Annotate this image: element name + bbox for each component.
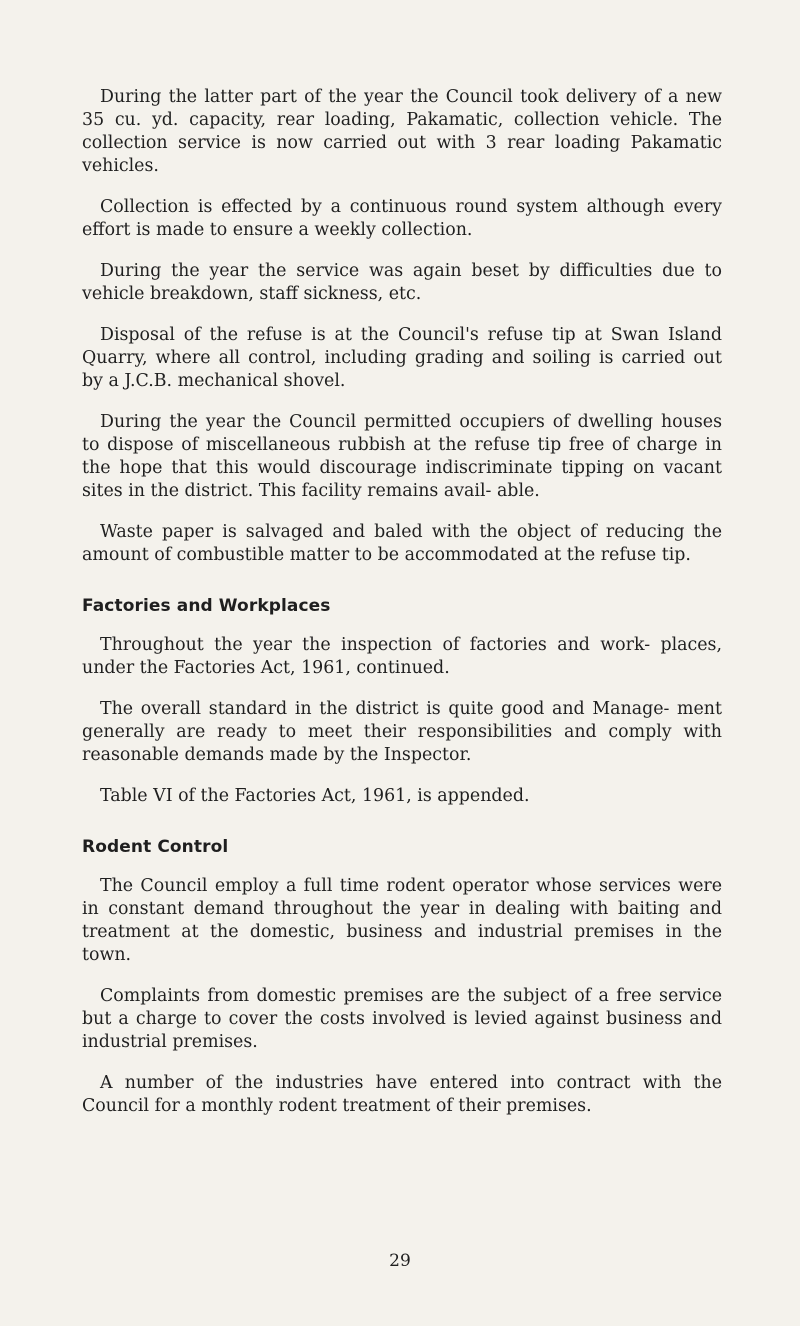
paragraph-refuse-3: During the year the service was again beset by difficulties due to vehicle breakdown, staff sickness, etc.	[82, 261, 722, 304]
paragraph-rodent-3: A number of the industries have entered into contract with the Council for a monthly rodent treatment of their premises.	[82, 1073, 722, 1116]
paragraph-rodent-2: Complaints from domestic premises are the subject of a free service but a charge to cover the costs involved is levied against business and industrial premises.	[82, 986, 722, 1052]
paragraph-refuse-6: Waste paper is salvaged and baled with the object of reducing the amount of combustible matter to be accommodated at the refuse tip.	[82, 522, 722, 565]
paragraph-refuse-2: Collection is effected by a continuous round system although every effort is made to ensure a weekly collection.	[82, 197, 722, 240]
paragraph-refuse-5: During the year the Council permitted occupiers of dwelling houses to dispose of miscellaneous rubbish at the refuse tip free of charge in the hope that this would discourage indiscriminate tipping on vacant sites in the district. This facility remains avail- able.	[82, 412, 722, 501]
paragraph-factories-2: The overall standard in the district is quite good and Manage- ment generally are ready to meet their responsibilities and comply with reasonable demands made by the Inspector.	[82, 699, 722, 765]
paragraph-rodent-1: The Council employ a full time rodent operator whose services were in constant demand throughout the year in dealing with baiting and treatment at the domestic, business and industrial premises in the town.	[82, 876, 722, 965]
paragraph-refuse-4: Disposal of the refuse is at the Council's refuse tip at Swan Island Quarry, where all control, including grading and soiling is carried out by a J.C.B. mechanical shovel.	[82, 325, 722, 391]
paragraph-factories-1: Throughout the year the inspection of factories and work- places, under the Factories Act, 1961, continued.	[82, 635, 722, 678]
paragraph-refuse-1: During the latter part of the year the Council took delivery of a new 35 cu. yd. capacity, rear loading, Pakamatic, collection vehicle. The collection service is now carried out with 3 rear loading Pakamatic vehicles.	[82, 87, 722, 176]
heading-rodent-control: Rodent Control	[82, 837, 229, 857]
heading-factories: Factories and Workplaces	[82, 596, 331, 616]
document-page	[82, 86, 722, 1136]
page-number: 29	[389, 1251, 411, 1271]
paragraph-factories-3: Table VI of the Factories Act, 1961, is appended.	[100, 786, 530, 806]
